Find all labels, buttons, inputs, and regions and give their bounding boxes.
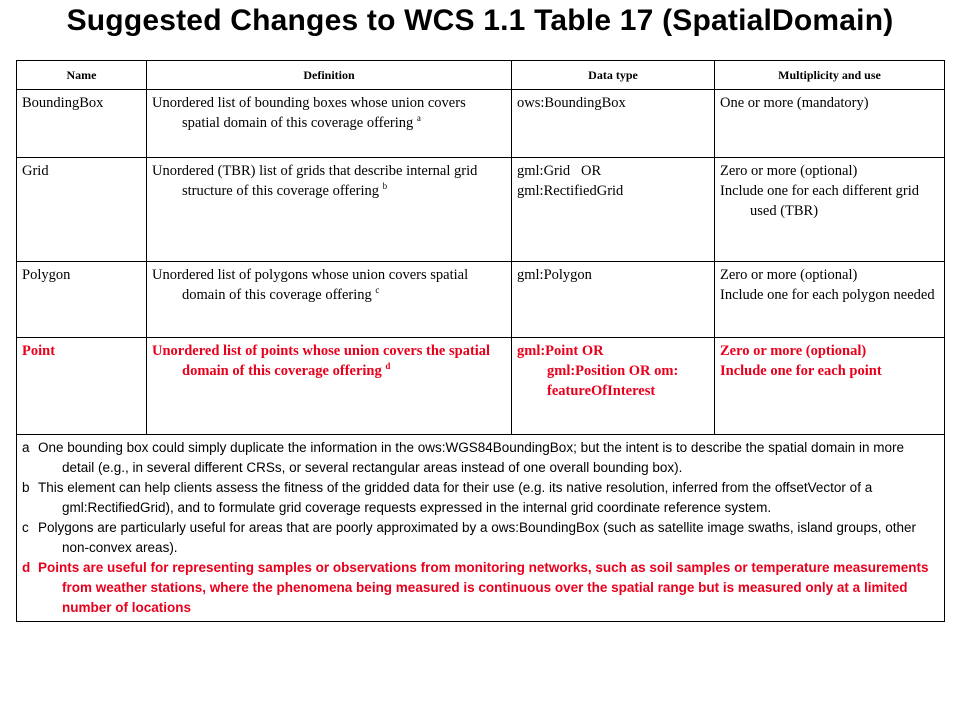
cell-multiplicity — [715, 158, 945, 262]
footnote-ref: a — [416, 113, 421, 124]
notes-cell — [17, 435, 945, 622]
header-name: Name — [17, 61, 147, 90]
multiplicity-line: Include one for each point — [720, 363, 882, 379]
multiplicity-line: Zero or more (optional) — [720, 163, 858, 179]
footnote-label: c — [22, 520, 29, 535]
cell-name: Polygon — [17, 262, 147, 338]
data-type-line: gml:Grid OR — [517, 163, 602, 179]
data-type-line: ows:BoundingBox — [517, 95, 626, 111]
table-row-polygon — [17, 262, 945, 338]
header-definition: Definition — [147, 61, 512, 90]
cell-multiplicity — [715, 338, 945, 435]
footnote-ref: b — [382, 181, 388, 192]
footnote-text: Points are useful for representing samples or observations from monitoring networks, such as soil samples or temperature measurements from weather stations, where the phenomena being measured is continuous over the spatial range but is measured only at a limited number of locations — [38, 560, 929, 615]
header-data-type: Data type — [512, 61, 715, 90]
multiplicity-line: Zero or more (optional) — [720, 267, 858, 283]
data-type-line: gml:RectifiedGrid — [517, 183, 624, 199]
cell-definition — [147, 158, 512, 262]
cell-data-type — [512, 262, 715, 338]
multiplicity-line: Include one for each different grid used (TBR) — [720, 183, 920, 219]
data-type-line: gml:Polygon — [517, 267, 592, 283]
table-row-boundingbox — [17, 90, 945, 158]
header-multiplicity: Multiplicity and use — [715, 61, 945, 90]
footnote-text: One bounding box could simply duplicate the information in the ows:WGS84BoundingBox; but the intent is to describe the spatial domain in more detail (e.g., in several different CRSs, or several rectangular areas instead of one overall bounding box). — [38, 440, 905, 475]
footnote-label: d — [22, 560, 31, 575]
cell-name: Point — [17, 338, 147, 435]
data-type-line: gml:Point OR — [517, 343, 604, 359]
definition-text: Unordered (TBR) list of grids that describe internal grid structure of this coverage offering — [152, 163, 478, 199]
cell-data-type — [512, 338, 715, 435]
spatial-domain-table — [16, 60, 945, 622]
table-row-grid — [17, 158, 945, 262]
table-notes-row — [17, 435, 945, 622]
footnote-ref: d — [385, 361, 391, 372]
cell-data-type — [512, 90, 715, 158]
cell-multiplicity — [715, 262, 945, 338]
cell-definition — [147, 262, 512, 338]
footnote-text: This element can help clients assess the fitness of the gridded data for their use (e.g. its native resolution, inferred from the offsetVector of a gml:RectifiedGrid), and to formulate grid coverage requests expressed in the internal grid coordinate reference system. — [38, 480, 873, 515]
slide-title: Suggested Changes to WCS 1.1 Table 17 (SpatialDomain) — [66, 4, 894, 37]
definition-text: Unordered list of polygons whose union covers spatial domain of this coverage offering — [152, 267, 469, 303]
cell-definition — [147, 90, 512, 158]
multiplicity-line: One or more (mandatory) — [720, 95, 869, 111]
footnote-text: Polygons are particularly useful for areas that are poorly approximated by a ows:BoundingBox (such as satellite image swaths, island groups, other non-convex areas). — [38, 520, 916, 555]
footnote-label: b — [22, 480, 30, 495]
multiplicity-line: Zero or more (optional) — [720, 343, 867, 359]
multiplicity-line: Include one for each polygon needed — [720, 287, 935, 303]
footnote-c — [22, 518, 939, 558]
definition-text: Unordered list of points whose union covers the spatial domain of this coverage offering — [152, 343, 491, 379]
cell-data-type — [512, 158, 715, 262]
footnote-label: a — [22, 440, 30, 455]
cell-name: BoundingBox — [17, 90, 147, 158]
cell-multiplicity — [715, 90, 945, 158]
data-type-line: gml:Position OR om: featureOfInterest — [547, 363, 679, 399]
footnote-b — [22, 478, 939, 518]
table-row-point — [17, 338, 945, 435]
footnote-d — [22, 558, 939, 618]
footnote-ref: c — [375, 285, 380, 296]
cell-definition — [147, 338, 512, 435]
table-header-row — [17, 61, 945, 90]
cell-name: Grid — [17, 158, 147, 262]
definition-text: Unordered list of bounding boxes whose union covers spatial domain of this coverage offering — [152, 95, 466, 131]
footnote-a — [22, 438, 939, 478]
